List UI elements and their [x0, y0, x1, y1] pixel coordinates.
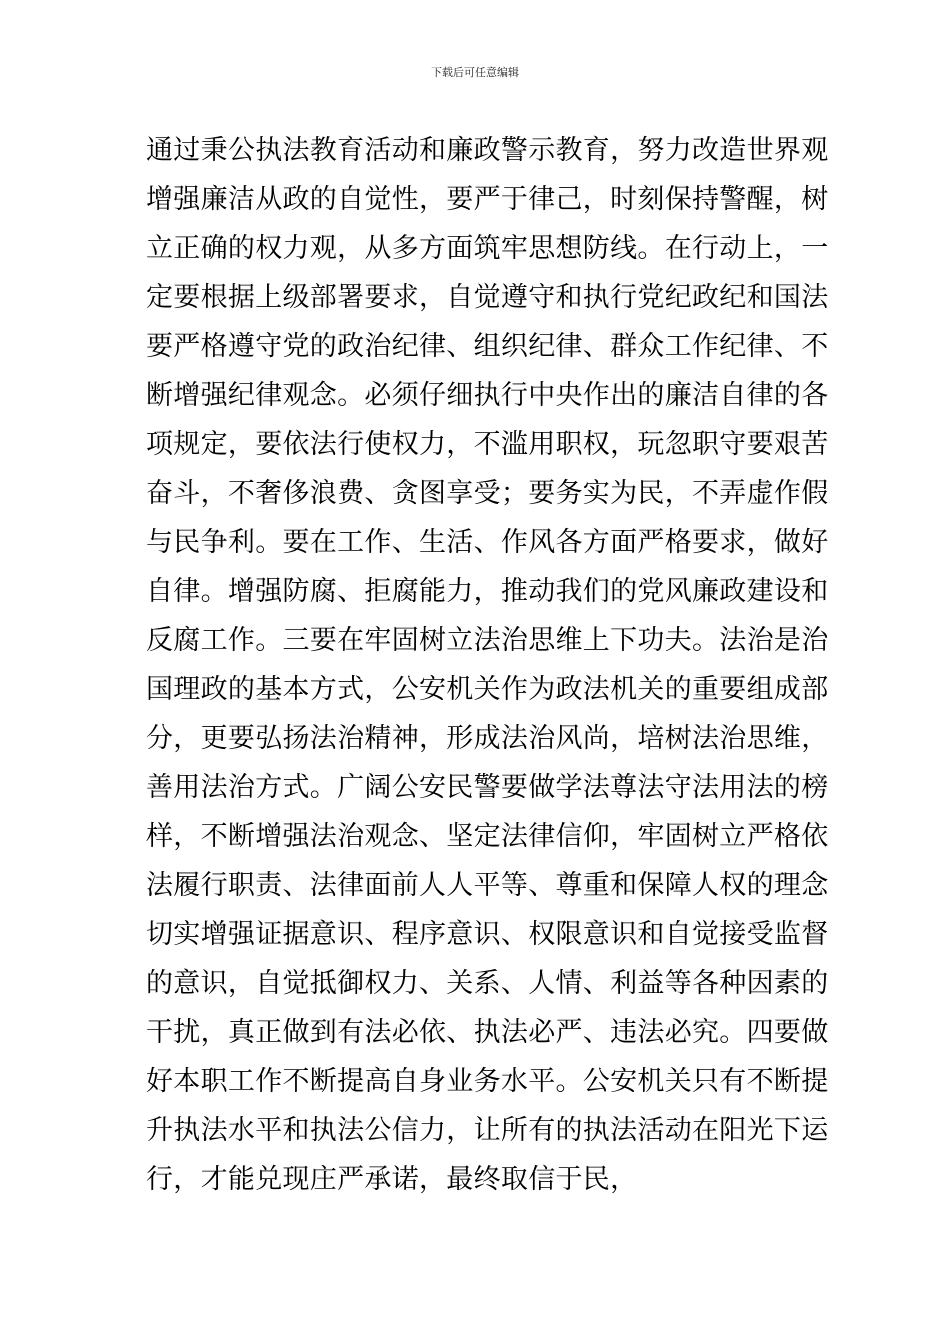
text-line: 通过秉公执法教育活动和廉政警示教育，努力改造世界观 [146, 135, 829, 166]
text-line: 与民争利。要在工作、生活、作风各方面严格要求，做好 [146, 527, 829, 558]
text-line: 奋斗，不奢侈浪费、贪图享受；要务实为民，不弄虚作假 [146, 478, 829, 509]
body-text [146, 126, 829, 1204]
text-line: 定要根据上级部署要求，自觉遵守和执行党纪政纪和国法 [146, 282, 829, 313]
text-line: 升执法水平和执法公信力，让所有的执法活动在阳光下运 [146, 1115, 829, 1146]
page-header: 下载后可任意编辑 [431, 66, 519, 79]
text-line: 法履行职责、法律面前人人平等、尊重和保障人权的理念 [146, 870, 829, 901]
text-line: 增强廉洁从政的自觉性，要严于律己，时刻保持警醒，树 [146, 184, 829, 215]
text-line: 的意识，自觉抵御权力、关系、人情、利益等各种因素的 [146, 968, 829, 999]
text-line: 自律。增强防腐、拒腐能力，推动我们的党风廉政建设和 [146, 576, 829, 607]
text-line: 国理政的基本方式，公安机关作为政法机关的重要组成部 [146, 674, 829, 705]
text-line: 立正确的权力观，从多方面筑牢思想防线。在行动上，一 [146, 233, 829, 264]
text-line: 善用法治方式。广阔公安民警要做学法尊法守法用法的榜 [146, 772, 829, 803]
text-line: 样，不断增强法治观念、坚定法律信仰，牢固树立严格依 [146, 821, 829, 852]
text-line: 项规定，要依法行使权力，不滥用职权，玩忽职守要艰苦 [146, 429, 829, 460]
text-line: 行，才能兑现庄严承诺，最终取信于民， [146, 1164, 638, 1195]
text-line: 反腐工作。三要在牢固树立法治思维上下功夫。法治是治 [146, 625, 829, 656]
text-line: 要严格遵守党的政治纪律、组织纪律、群众工作纪律、不 [146, 331, 829, 362]
text-line: 干扰，真正做到有法必依、执法必严、违法必究。四要做 [146, 1017, 829, 1048]
text-line: 断增强纪律观念。必须仔细执行中央作出的廉洁自律的各 [146, 380, 829, 411]
text-line: 好本职工作不断提高自身业务水平。公安机关只有不断提 [146, 1066, 829, 1097]
text-line: 切实增强证据意识、程序意识、权限意识和自觉接受监督 [146, 919, 829, 950]
text-line: 分，更要弘扬法治精神，形成法治风尚，培树法治思维， [146, 723, 829, 754]
